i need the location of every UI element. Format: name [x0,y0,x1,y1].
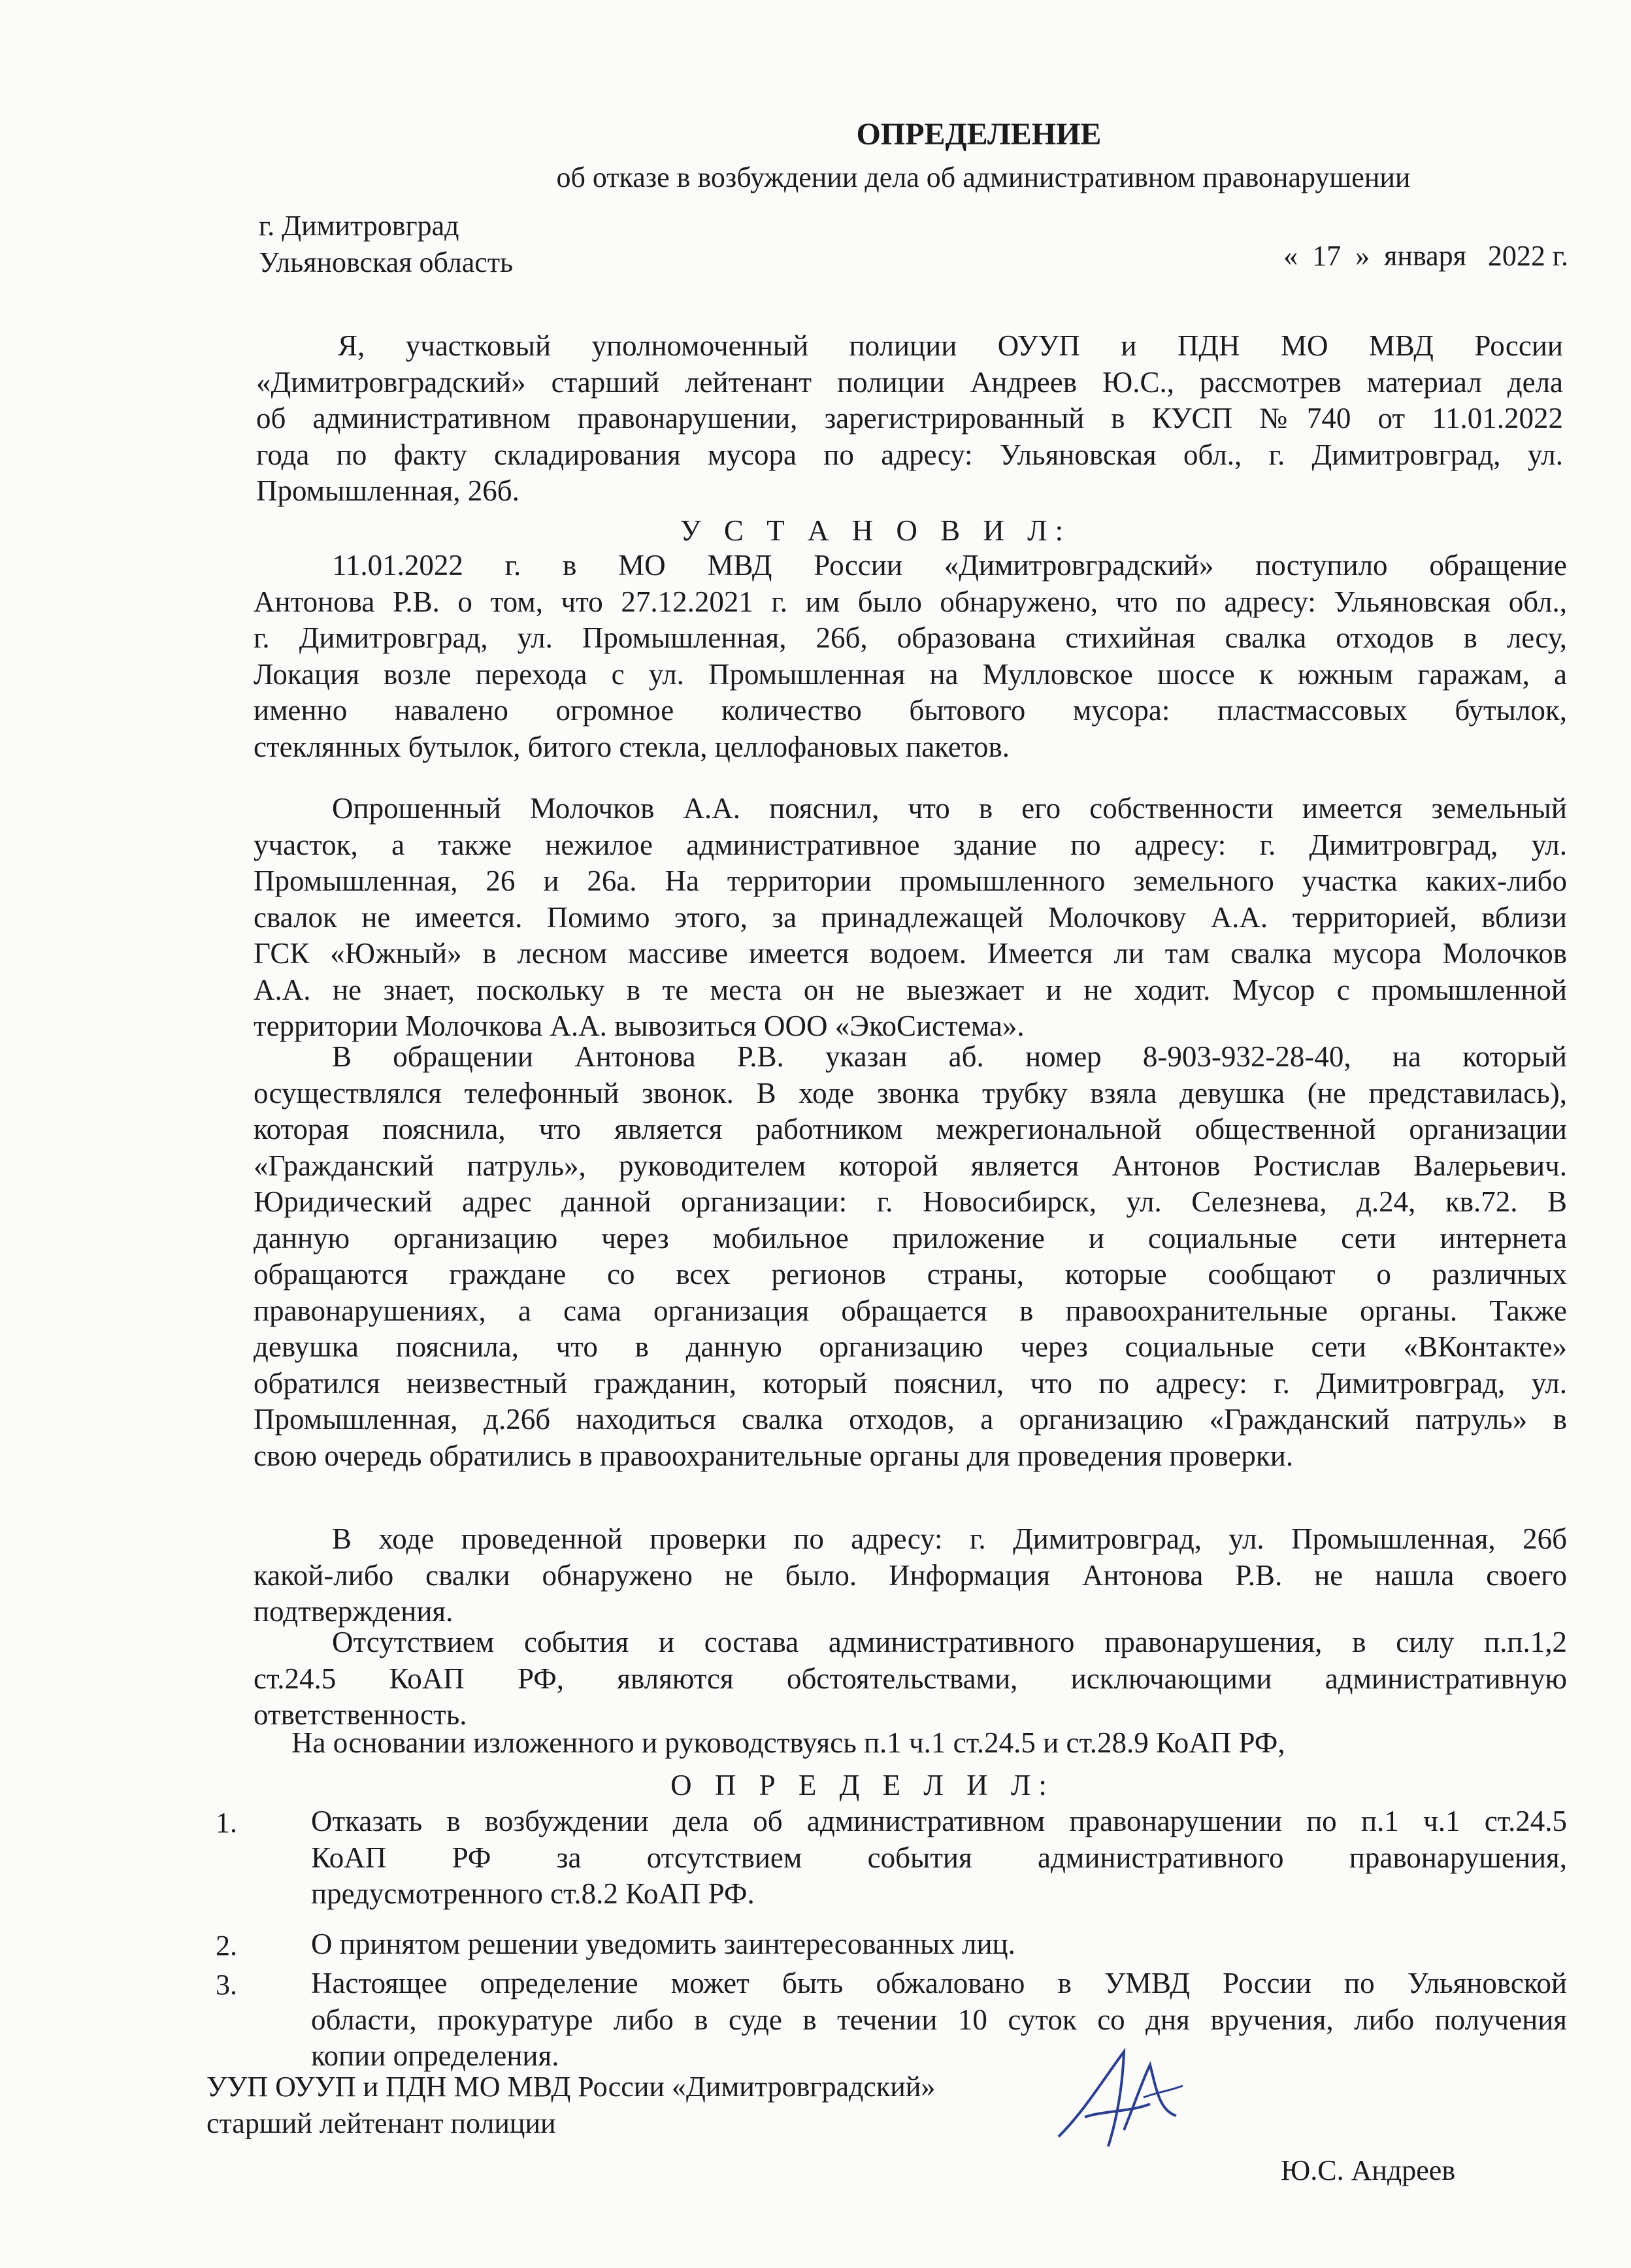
text-line: девушка пояснила, что в данную организацию через социальные сети «ВКонтакте» [254,1330,1567,1363]
text-line: «Гражданский патруль», руководителем которой является Антонов Ростислав Валерьевич. [254,1149,1567,1182]
decision-item [311,1965,1567,2075]
decision-item [311,1926,1567,1963]
handwritten-signature [1046,2039,1189,2156]
document-date: « 17 » января 2022 г. [1283,240,1568,272]
text-line: Отсутствием события и состава административного правонарушения, в силу п.п.1,2 [332,1626,1567,1658]
region: Ульяновская область [259,246,514,278]
text-line: именно навалено огромное количество бытового мусора: пластмассовых бутылок, [254,694,1567,727]
text-line: Юридический адрес данной организации: г. Новосибирск, ул. Селезнева, д.24, кв.72. В [254,1185,1567,1218]
text-line: Промышленная, д.26б находиться свалка отходов, а организацию «Гражданский патруль» в [254,1403,1567,1436]
text-line: данную организацию через мобильное приложение и социальные сети интернета [254,1221,1567,1255]
signature-position-line1: УУП ОУУП и ПДН МО МВД России «Димитровградский» [206,2071,936,2103]
established-paragraph [254,1521,1567,1630]
text-line: территории Молочкова А.А. вывозиться ООО «ЭкоСистема». [254,1010,1025,1042]
text-line: участок, а также нежилое административное здание по адресу: г. Димитровград, ул. [254,828,1567,861]
decision-number: 2. [216,1930,237,1962]
document-subtitle: об отказе в возбуждении дела об административном правонарушении [556,161,1411,193]
text-line: Настоящее определение может быть обжаловано в УМВД России по Ульяновской [311,1967,1567,1999]
established-paragraph [254,1725,1567,1762]
text-line: свою очередь обратились в правоохранительные органы для проведения проверки. [254,1439,1294,1472]
text-line: В ходе проведенной проверки по адресу: г. Димитровград, ул. Промышленная, 26б [332,1522,1567,1555]
text-line: года по факту складирования мусора по адресу: Ульяновская обл., г. Димитровград, ул. [256,438,1563,471]
text-line: ответственность. [254,1698,467,1731]
text-line: копии определения. [311,2039,559,2072]
text-line: какой-либо свалки обнаружено не было. Информация Антонова Р.В. не нашла своего [254,1558,1567,1592]
signature-name: Ю.С. Андреев [1281,2154,1456,2186]
text-line: обращаются граждане со всех регионов страны, которые сообщают о различных [254,1258,1567,1290]
text-line: Промышленная, 26 и 26а. На территории промышленного земельного участка каких-либо [254,864,1567,897]
text-line: Промышленная, 26б. [256,474,519,507]
text-line: стеклянных бутылок, битого стекла, целлофановых пакетов. [254,730,1010,763]
text-line: г. Димитровград, ул. Промышленная, 26б, образована стихийная свалка отходов в лесу, [254,621,1567,654]
text-line: 11.01.2022 г. в МО МВД России «Димитровградский» поступило обращение [332,549,1567,582]
city: г. Димитровград [259,210,459,242]
text-line: Отказать в возбуждении дела об административном правонарушении по п.1 ч.1 ст.24.5 [311,1805,1567,1837]
text-line: А.А. не знает, поскольку в те места он не выезжает и не ходит. Мусор с промышленной [254,973,1567,1006]
decision-item [311,1803,1567,1913]
text-line: предусмотренного ст.8.2 КоАП РФ. [311,1877,755,1910]
text-line: Я, участковый уполномоченный полиции ОУУП и ПДН МО МВД России [338,329,1563,362]
decision-number: 1. [216,1807,237,1839]
document-title: ОПРЕДЕЛЕНИЕ [856,117,1102,152]
text-line: правонарушениях, а сама организация обращается в правоохранительные органы. Также [254,1294,1567,1327]
established-paragraph [254,791,1567,1045]
text-line: В обращении Антонова Р.В. указан аб. номер 8-903-932-28-40, на который [332,1040,1567,1073]
text-line: Опрошенный Молочков А.А. пояснил, что в его собственности имеется земельный [332,792,1567,825]
text-line: которая пояснила, что является работником межрегиональной общественной организации [254,1113,1567,1145]
decision-number: 3. [216,1969,237,2001]
text-line: осуществлялся телефонный звонок. В ходе звонка трубку взяла девушка (не представилась), [254,1076,1567,1109]
established-paragraph [254,1039,1567,1474]
text-line: Локация возле перехода с ул. Промышленная на Мулловское шоссе к южным гаражам, а [254,657,1567,691]
text-line: обратился неизвестный гражданин, который пояснил, что по адресу: г. Димитровград, ул. [254,1366,1567,1400]
intro-paragraph [256,328,1563,510]
established-heading: У С Т А Н О В И Л: [680,514,1072,547]
text-line: области, прокуратуре либо в суде в течении 10 суток со дня вручения, либо получения [311,2003,1567,2036]
text-line: КоАП РФ за отсутствием события административного правонарушения, [311,1841,1567,1874]
decided-heading: О П Р Е Д Е Л И Л: [670,1769,1055,1801]
text-line: ст.24.5 КоАП РФ, являются обстоятельствами, исключающими административную [254,1662,1567,1695]
text-line: об административном правонарушении, зарегистрированный в КУСП №740 от 11.01.2022 [256,402,1563,435]
established-paragraph [254,1624,1567,1734]
text-line: Антонова Р.В. о том, что 27.12.2021 г. им было обнаружено, что по адресу: Ульяновская обл., [254,585,1567,618]
text-line: ГСК «Южный» в лесном массиве имеется водоем. Имеется ли там свалка мусора Молочков [254,937,1567,970]
text-line: подтверждения. [254,1595,453,1628]
text-line: свалок не имеется. Помимо этого, за принадлежащей Молочкову А.А. территорией, вблизи [254,900,1567,934]
text-line: «Димитровградский» старший лейтенант полиции Андреев Ю.С., рассмотрев материал дела [256,365,1563,399]
established-paragraph [254,548,1567,765]
text-line: На основании изложенного и руководствуясь п.1 ч.1 ст.24.5 и ст.28.9 КоАП РФ, [291,1726,1285,1759]
text-line: О принятом решении уведомить заинтересованных лиц. [311,1928,1015,1960]
signature-position-line2: старший лейтенант полиции [206,2107,556,2139]
